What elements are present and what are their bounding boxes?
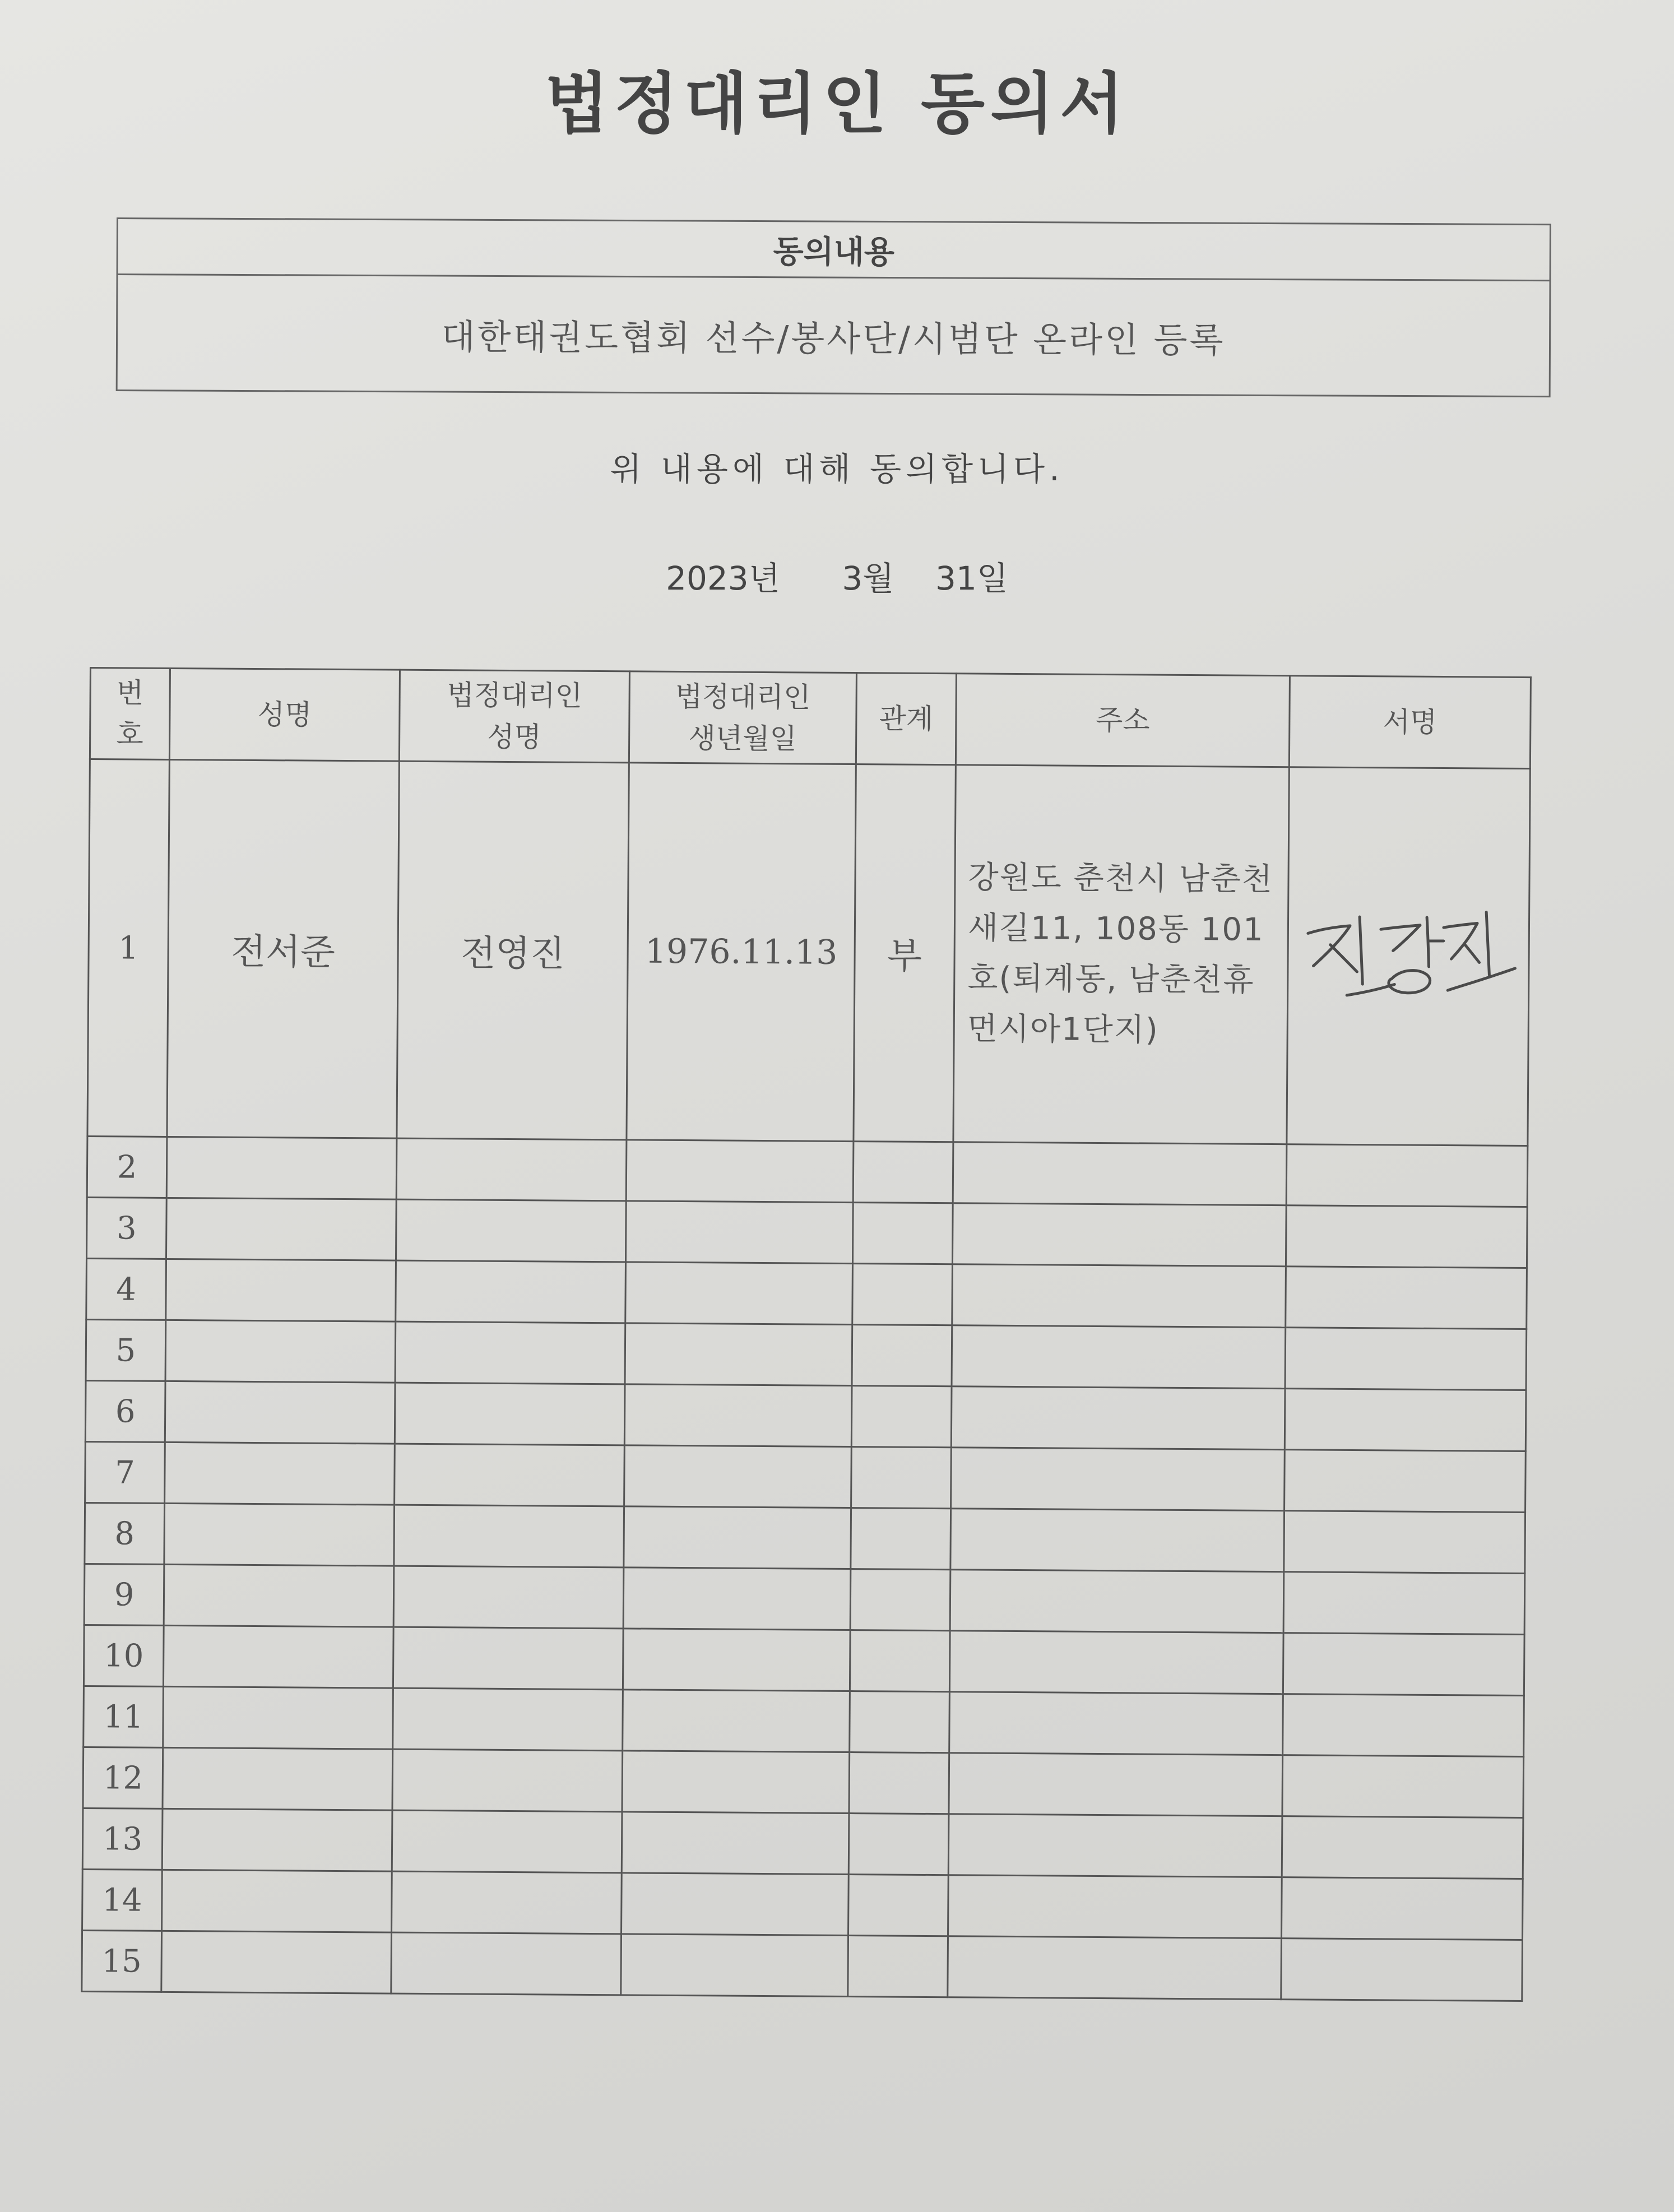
header-name: 성명 <box>169 668 400 761</box>
cell-guardian-birth <box>623 1690 850 1752</box>
cell-name <box>165 1381 395 1444</box>
header-relation: 관계 <box>856 673 956 765</box>
cell-signature <box>1281 1939 1523 2001</box>
cell-guardian-name <box>391 1932 622 1995</box>
cell-guardian-birth <box>624 1506 851 1569</box>
cell-address <box>949 1631 1283 1694</box>
cell-guardian-birth <box>625 1323 852 1386</box>
cell-guardian-name <box>392 1810 622 1873</box>
cell-relation <box>850 1630 950 1692</box>
cell-no: 13 <box>82 1808 163 1870</box>
cell-guardian-birth <box>623 1629 850 1691</box>
cell-name <box>162 1870 392 1932</box>
table-row <box>82 1808 1523 1879</box>
cell-address <box>948 1936 1282 2000</box>
consent-content: 대한태권도협회 선수/봉사단/시범단 온라인 등록 <box>441 316 1226 361</box>
cell-name <box>164 1564 394 1627</box>
cell-address <box>952 1264 1286 1328</box>
table-row <box>84 1625 1524 1695</box>
cell-guardian-birth <box>622 1751 850 1814</box>
cell-signature <box>1285 1328 1527 1390</box>
consent-header: 동의내용 <box>118 219 1550 281</box>
cell-signature <box>1286 1267 1527 1329</box>
cell-signature <box>1287 767 1530 1146</box>
cell-name <box>161 1931 392 1993</box>
cell-guardian-birth <box>624 1384 852 1447</box>
cell-guardian-name <box>393 1566 624 1629</box>
cell-address <box>949 1753 1283 1816</box>
table-row <box>85 1380 1526 1451</box>
cell-signature <box>1283 1633 1524 1696</box>
cell-guardian-name <box>396 1260 626 1323</box>
guardian-table <box>81 667 1532 2002</box>
cell-name <box>165 1320 396 1383</box>
table-row <box>86 1258 1527 1329</box>
cell-address <box>950 1509 1285 1572</box>
cell-guardian-name: 전영진 <box>397 761 629 1140</box>
date-line <box>0 552 1674 599</box>
cell-signature <box>1285 1389 1526 1452</box>
cell-guardian-name <box>392 1871 622 1934</box>
cell-no: 2 <box>87 1136 167 1198</box>
cell-no: 11 <box>84 1686 164 1747</box>
cell-relation <box>852 1264 953 1325</box>
cell-guardian-name <box>393 1688 623 1751</box>
cell-guardian-birth <box>622 1873 849 1936</box>
date-day: 31일 <box>935 559 1008 597</box>
cell-guardian-birth <box>625 1262 853 1325</box>
cell-address <box>952 1325 1286 1389</box>
cell-signature <box>1286 1144 1528 1207</box>
cell-name <box>162 1808 392 1871</box>
cell-guardian-name <box>396 1138 627 1201</box>
cell-name: 전서준 <box>167 759 399 1138</box>
cell-name <box>166 1259 396 1321</box>
cell-guardian-birth: 1976.11.13 <box>627 763 856 1142</box>
cell-no: 10 <box>84 1625 164 1686</box>
table-row <box>84 1686 1524 1756</box>
header-address: 주소 <box>956 674 1290 767</box>
cell-signature <box>1283 1694 1524 1757</box>
cell-address <box>949 1692 1283 1755</box>
cell-address <box>952 1203 1286 1267</box>
table-row <box>87 759 1530 1146</box>
cell-no: 4 <box>86 1258 166 1320</box>
handwritten-signature <box>1296 899 1520 1013</box>
cell-guardian-name <box>395 1444 625 1506</box>
cell-no: 5 <box>86 1319 166 1381</box>
cell-address: 강원도 춘천시 남춘천새길11, 108동 101호(퇴계동, 남춘천휴먼시아1단지) <box>953 765 1289 1144</box>
cell-no: 15 <box>82 1930 162 1992</box>
cell-signature <box>1282 1877 1523 1940</box>
consent-box <box>116 217 1551 397</box>
cell-relation <box>848 1936 948 1997</box>
cell-relation <box>851 1508 951 1570</box>
cell-name <box>166 1137 397 1199</box>
page-title: 법정대리인 동의서 <box>545 65 1129 142</box>
cell-name <box>166 1198 396 1260</box>
cell-relation: 부 <box>854 764 956 1142</box>
cell-signature <box>1282 1816 1523 1879</box>
cell-relation <box>848 1875 949 1936</box>
cell-signature <box>1286 1205 1527 1268</box>
cell-address <box>951 1448 1285 1511</box>
cell-guardian-name <box>395 1383 625 1445</box>
cell-guardian-birth <box>624 1445 852 1508</box>
cell-signature <box>1284 1511 1525 1574</box>
date-month: 3월 <box>842 559 894 597</box>
cell-guardian-birth <box>626 1140 854 1203</box>
cell-name <box>163 1686 393 1749</box>
cell-no: 9 <box>84 1564 164 1625</box>
cell-no: 7 <box>85 1441 165 1503</box>
table-row <box>85 1503 1525 1573</box>
cell-address <box>948 1875 1282 1939</box>
table-row <box>83 1747 1524 1817</box>
cell-no: 3 <box>86 1197 166 1259</box>
cell-relation <box>853 1142 953 1203</box>
cell-relation <box>850 1691 950 1753</box>
cell-relation <box>852 1325 952 1386</box>
cell-guardian-birth <box>625 1201 853 1264</box>
agreement-statement: 위 내용에 대해 동의합니다. <box>610 450 1064 488</box>
header-guardian-birth: 법정대리인 생년월일 <box>629 671 856 764</box>
cell-guardian-birth <box>623 1568 851 1630</box>
cell-no: 1 <box>87 759 169 1137</box>
cell-relation <box>851 1447 952 1509</box>
table-row <box>87 1136 1528 1207</box>
cell-guardian-name <box>392 1749 623 1812</box>
table-row <box>86 1319 1527 1390</box>
cell-guardian-name <box>393 1627 623 1690</box>
cell-relation <box>851 1386 952 1448</box>
cell-address <box>950 1570 1284 1633</box>
cell-relation <box>852 1203 953 1264</box>
header-signature: 서명 <box>1289 676 1531 769</box>
cell-address <box>951 1386 1285 1450</box>
cell-signature <box>1283 1572 1525 1635</box>
table-row <box>84 1564 1525 1634</box>
header-guardian-name: 법정대리인 성명 <box>399 670 629 763</box>
cell-no: 8 <box>85 1503 165 1564</box>
cell-guardian-birth <box>622 1812 849 1875</box>
cell-relation <box>849 1752 949 1814</box>
cell-relation <box>848 1814 949 1875</box>
cell-relation <box>850 1569 950 1631</box>
table-row <box>82 1930 1523 2001</box>
table-row <box>82 1869 1523 1940</box>
cell-no: 6 <box>85 1380 165 1442</box>
cell-guardian-name <box>394 1505 624 1568</box>
date-year: 2023년 <box>666 559 780 597</box>
cell-signature <box>1282 1755 1524 1818</box>
table-header-row <box>90 668 1531 769</box>
cell-name <box>163 1747 393 1810</box>
cell-name <box>163 1625 393 1688</box>
cell-no: 12 <box>83 1747 163 1808</box>
cell-guardian-name <box>396 1199 626 1262</box>
cell-signature <box>1285 1450 1526 1513</box>
cell-address <box>953 1142 1287 1205</box>
table-row <box>86 1197 1527 1268</box>
cell-guardian-name <box>395 1321 625 1384</box>
cell-guardian-birth <box>621 1934 848 1997</box>
table-row <box>85 1441 1526 1512</box>
cell-name <box>164 1503 395 1566</box>
cell-name <box>165 1442 395 1505</box>
cell-no: 14 <box>82 1869 163 1931</box>
header-no: 번 호 <box>90 668 170 760</box>
cell-address <box>948 1814 1282 1877</box>
